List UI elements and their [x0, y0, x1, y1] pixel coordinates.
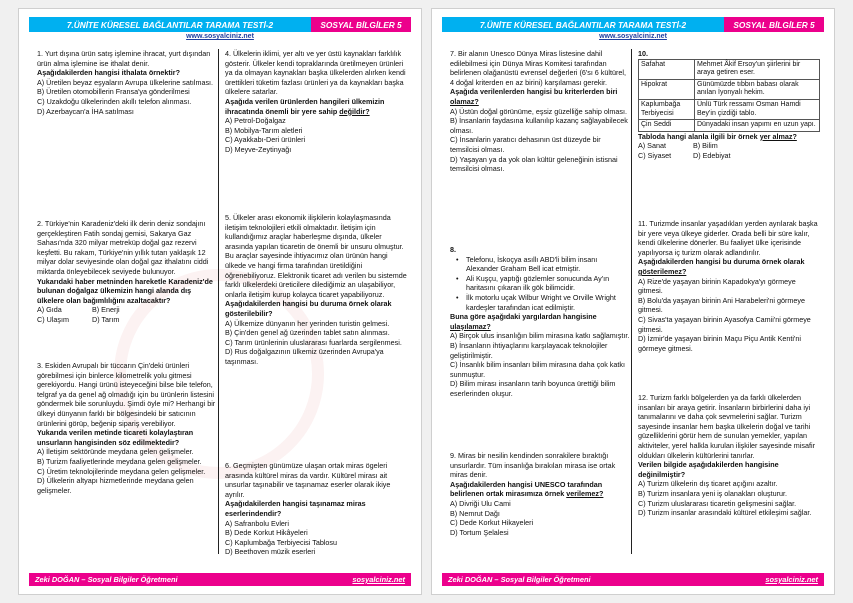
- table-cell: Safahat: [639, 59, 695, 79]
- question-stem: 3. Eskiden Avrupalı bir tüccarın Çin'deki ürünleri görebilmesi için binlerce kilometrelik yolu gitmesi gerekiyordu. Hangi ürünü isteyeceğini bilse bile telefon, telgraf ya da genel ağ olmadığı için bu ürünlerin listesini göndermek bile sorunluydu. Şimdi öyle mi? Herhangi bir ülkeyi dünyanın farklı bir bölgesindeki bir satıcının ürünlerini görüp, beğenip sipariş verebiliyor.: [37, 361, 216, 428]
- question-stem: 5. Ülkeler arası ekonomik ilişkilerin kolaylaşmasında iletişim teknolojileri etkili olmaktadır. İletişim için kullandığımız araçlar haberleşme dışında, ülkeler arasında yapılan ticaretin de önemli bir unsuru olmuştur. Bu araçlar sayesinde ihtiyacımız olan ürünün hangi ülkede ve hangi firma tarafından üretildiğini öğrenebiliyoruz. Elektronik ticaret adı verilen bu sistemde farklı ülkelerdeki üreticilere dilediğimiz an ulaşabiliyor, onlarla iletişim kurup kolayca ticaret yapabiliyoruz.: [225, 213, 407, 299]
- question-10: [638, 49, 820, 161]
- table-row: [639, 120, 820, 132]
- option-d[interactable]: D) Bilim mirası insanların tarih boyunca ürettiği bilim eserlerinden oluşur.: [450, 379, 616, 398]
- option-d[interactable]: D) Rus doğalgazının ülkemiz üzerinden Avrupa'ya taşınması.: [225, 347, 384, 366]
- question-9: [450, 451, 630, 537]
- question-prompt: Tabloda hangi alanla ilgili bir örnek yer almaz?: [638, 131, 797, 141]
- table-cell: Günümüzde tıbbın babası olarak anılan İyonyalı hekim.: [695, 79, 820, 99]
- option-a[interactable]: A) Üretilen beyaz eşyaların Avrupa ülkelerine satılması.: [37, 77, 214, 87]
- question-6: [225, 461, 407, 557]
- option-b[interactable]: B) Bilim: [693, 141, 718, 151]
- question-prompt: Aşağıda verilenlerden hangisi bu kriterlerden biri olamaz?: [450, 87, 618, 106]
- right-page: [431, 8, 835, 595]
- option-b[interactable]: B) Üretilen otomobillerin Fransa'ya gönderilmesi: [37, 87, 190, 97]
- option-a[interactable]: A) Divriği Ulu Cami: [450, 498, 511, 508]
- option-b[interactable]: B) Çin'den genel ağ üzerinden tablet satın alınması.: [225, 328, 390, 338]
- option-b[interactable]: B) Turizm faaliyetlerinde meydana gelen gelişmeler.: [37, 456, 202, 466]
- question-3: [37, 361, 217, 495]
- option-a[interactable]: A) Gıda: [37, 305, 62, 315]
- option-d[interactable]: D) Edebiyat: [693, 150, 731, 160]
- option-b[interactable]: B) Nemrut Dağı: [450, 508, 500, 518]
- option-c[interactable]: C) Dede Korkut Hikayeleri: [450, 518, 534, 528]
- option-b[interactable]: B) Enerji: [92, 305, 120, 315]
- option-d[interactable]: D) Ülkelerin altyapı hizmetlerinde meydana gelen gelişmeler.: [37, 476, 194, 495]
- option-c[interactable]: C) İnsanlık bilim insanları bilim mirasına daha çok katkı sunmuştur.: [450, 360, 625, 379]
- table-cell: Mehmet Âkif Ersoy'un şiirlerini bir araya getiren eser.: [695, 59, 820, 79]
- fact-item: • İlk motorlu uçak Wilbur Wright ve Orville Wright kardeşler tarafından icat edilmiştir.: [456, 293, 630, 312]
- option-c[interactable]: C) Sivas'ta yaşayan birinin Ayasofya Camii'ni görmeye gitmesi.: [638, 314, 811, 334]
- column-divider: [218, 49, 219, 554]
- question-prompt: Aşağıdakilerden hangisi taşınamaz miras eserlerindendir?: [225, 499, 366, 518]
- table-row: [639, 79, 820, 99]
- fact-item: • Telefonu, İskoçya asıllı ABD'li bilim insanı Alexander Graham Bell icat etmiştir.: [456, 255, 630, 274]
- option-c[interactable]: C) Siyaset: [638, 150, 672, 160]
- option-b[interactable]: B) Dede Korkut Hikâyeleri: [225, 528, 308, 538]
- option-c[interactable]: C) İnsanlarin yaratıcı dehasının üst düzeyde bir temsilcisi olması.: [450, 135, 601, 154]
- question-4: [225, 49, 407, 155]
- table-cell: Ünlü Türk ressamı Osman Hamdi Bey'in çizdiği tablo.: [695, 99, 820, 119]
- option-d[interactable]: D) Tortum Şelalesi: [450, 527, 509, 537]
- option-a[interactable]: A) Rize'de yaşayan birinin Kapadokya'yı görmeye gitmesi.: [638, 276, 796, 296]
- question-stem: 11. Turizmde insanlar yaşadıkları yerden ayrılarak başka bir yere veya ülkeye giderler. Orada belli bir süre kalır, kendi ülkelerine dönerler. Bu faaliyet ülke içerisinde yapılıyorsa iç turizm olarak adlandırılır.: [638, 219, 818, 257]
- column-divider: [631, 49, 632, 554]
- option-c[interactable]: C) Kaplumbağa Terbiyecisi Tablosu: [225, 537, 337, 547]
- option-b[interactable]: B) Bolu'da yaşayan birinin Ani Harabeleri'ni görmeye gitmesi.: [638, 295, 805, 315]
- left-page: [18, 8, 422, 595]
- question-number: 10.: [638, 49, 648, 58]
- matching-table: [638, 59, 820, 132]
- page-header: [442, 17, 824, 32]
- footer-link[interactable]: sosyalciniz.net: [352, 575, 405, 584]
- page-footer: [442, 573, 824, 586]
- option-b[interactable]: B) İnsanlarin faydasına kullanılıp kazanç sağlayabilecek olması.: [450, 116, 628, 135]
- question-1: [37, 49, 217, 116]
- question-5: [225, 213, 407, 367]
- question-stem: 6. Geçmişten günümüze ulaşan ortak miras ögeleri arasında kültürel miras da vardır. Kültürel mirası ait unsurlar taşınabilir ve taşınamaz eserler olarak ikiye ayrılır.: [225, 461, 391, 499]
- question-number: 8.: [450, 245, 456, 254]
- fact-item: • Ali Kuşçu, yaptığı gözlemler sonucunda Ay'ın haritasını çıkaran ilk gök bilimcidir.: [456, 274, 630, 293]
- option-d[interactable]: D) Meyve-Zeytinyağı: [225, 144, 292, 154]
- question-12: [638, 393, 820, 518]
- page-header: [29, 17, 411, 32]
- option-a[interactable]: A) İletişim sektöründe meydana gelen gelişmeler.: [37, 447, 194, 457]
- test-title: 7.ÜNİTE KÜRESEL BAĞLANTILAR TARAMA TESTİ-2: [29, 17, 311, 32]
- fact-list: [450, 255, 630, 313]
- question-prompt: Aşağıdakilerden hangisi ithalata örnektir?: [37, 68, 180, 78]
- option-c[interactable]: C) Üretim teknolojilerinde meydana gelen gelişmeler.: [37, 466, 206, 476]
- table-cell: Çin Seddi: [639, 120, 695, 132]
- table-row: [639, 99, 820, 119]
- question-7: [450, 49, 630, 174]
- option-d[interactable]: D) Beethoven müzik eserleri: [225, 547, 316, 557]
- option-a[interactable]: A) Safranbolu Evleri: [225, 518, 289, 528]
- option-c[interactable]: C) Ayakkabı-Deri ürünleri: [225, 135, 306, 145]
- option-d[interactable]: D) İzmir'de yaşayan birinin Maçu Piçu Antik Kenti'ni görmeye gitmesi.: [638, 334, 801, 353]
- option-a[interactable]: A) Birçok ulus insanlığın bilim mirasına katkı sağlamıştır.: [450, 331, 630, 341]
- author-credit: Zeki DOĞAN – Sosyal Bilgiler Öğretmeni: [35, 575, 178, 584]
- question-stem: 7. Bir alanın Unesco Dünya Miras listesine dahil edilebilmesi için Dünya Miras Komitesi tarafından belirlenen olağanüstü evrensel değerleri (6'sı 6 kültürel, 4 doğal kriterden en az birini) karşılaması gerekir.: [450, 49, 626, 87]
- option-c[interactable]: C) Turizm uluslararası ticaretin gelişmesini sağlar.: [638, 498, 797, 508]
- footer-link[interactable]: sosyalciniz.net: [765, 575, 818, 584]
- question-prompt: Yukarıdaki haber metninden hareketle Karadeniz'de bulunan doğalgaz ülkemizin hangi alanda dış ülkelere olan bağımlılığını azaltacaktır?: [37, 276, 213, 305]
- question-prompt: Aşağıdakilerden hangisi bu duruma örnek olarak gösterilebilir?: [225, 299, 392, 318]
- question-prompt: Buna göre aşağıdaki yargılardan hangisine ulaşılamaz?: [450, 312, 597, 331]
- option-d[interactable]: D) Turizm insanlar arasındaki kültürel etkileşimi sağlar.: [638, 508, 812, 518]
- table-cell: Hipokrat: [639, 79, 695, 99]
- table-cell: Dünyadaki insan yapımı en uzun yapı.: [695, 120, 820, 132]
- question-8: [450, 245, 630, 399]
- option-d[interactable]: D) Yaşayan ya da yok olan kültür geleneğinin istisnai temsilcisi olması.: [450, 154, 618, 174]
- table-cell: Kaplumbağa Terbiyecisi: [639, 99, 695, 119]
- question-prompt: Aşağıda verilen ürünlerden hangileri ülkemizin ihracatında önemli bir yere sahip değildir?: [225, 96, 385, 116]
- table-row: [639, 59, 820, 79]
- question-stem: 4. Ülkelerin iklimi, yer altı ve yer üstü kaynakları farklılık gösterir. Ülkeler kendi topraklarında üretilmeyen ürünleri ya da olmayan kaynakları başka ülkelerden alırken kendi ürettikleri tüketim fazlası ürünleri ya da kaynakları başka ülkelere satarlar.: [225, 49, 406, 97]
- subject-badge: SOSYAL BİLGİLER 5: [311, 17, 411, 32]
- author-credit: Zeki DOĞAN – Sosyal Bilgiler Öğretmeni: [448, 575, 591, 584]
- option-a[interactable]: A) Sanat: [638, 141, 666, 151]
- option-c[interactable]: C) Tarım ürünlerinin uluslararası fuarlarda sergilenmesi.: [225, 337, 402, 347]
- test-title: 7.ÜNİTE KÜRESEL BAĞLANTILAR TARAMA TESTİ-2: [442, 17, 724, 32]
- option-a[interactable]: A) Üstün doğal görünüme, eşsiz güzelliğe sahip olması.: [450, 106, 627, 116]
- subject-badge: SOSYAL BİLGİLER 5: [724, 17, 824, 32]
- question-prompt: Aşağıdakilerden hangisi UNESCO tarafından belirlenen ortak mirasımıza örnek verilemez?: [450, 479, 604, 499]
- question-11: [638, 219, 820, 353]
- question-prompt: Aşağıdakilerden hangisi bu duruma örnek olarak gösterilemez?: [638, 257, 805, 276]
- option-c[interactable]: C) Ulaşım: [37, 314, 69, 324]
- website-link[interactable]: www.sosyalciniz.net: [599, 33, 667, 40]
- question-stem: 2. Türkiye'nin Karadeniz'deki ilk derin deniz sondajını gerçekleştiren Fatih sondaj gemisi, Sakarya Gaz Sahası'nda 320 milyar metreküp doğal gaz rezervi keşfetti. Bu rakam, Türkiye'nin yıllık tutarı yaklaşık 12 milyar dolar seviyesinde olan doğal gaz ithalatını ciddi miktarda önleyebilecek seviyede bulunuyor.: [37, 219, 209, 276]
- question-prompt: Yukarıda verilen metinde ticareti kolaylaştıran unsurların hangisinden söz edilmektedir?: [37, 428, 194, 447]
- option-c[interactable]: C) Uzakdoğu ülkelerinden akıllı telefon alınması.: [37, 96, 192, 106]
- website-link[interactable]: www.sosyalciniz.net: [186, 33, 254, 40]
- question-prompt: Verilen bilgide aşağıdakilerden hangisine değinilmiştir?: [638, 460, 779, 479]
- option-b[interactable]: B) Turizm insanlara yeni iş olanakları oluşturur.: [638, 488, 788, 498]
- question-stem: 1. Yurt dışına ürün satış işlemine ihracat, yurt dışından ürün alma işlemine ise ithalat denir.: [37, 49, 211, 68]
- option-a[interactable]: A) Turizm ülkelerin dış ticaret açığını azaltır.: [638, 479, 778, 489]
- question-stem: 9. Miras bir nesilin kendinden sonrakilere bıraktığı unsurlardır. Tüm insanlığa bırakılan mirasa ise ortak miras denir.: [450, 451, 616, 480]
- page-footer: [29, 573, 411, 586]
- question-2: [37, 219, 217, 325]
- option-d[interactable]: D) Azerbaycan'a İHA satılması: [37, 106, 134, 116]
- option-a[interactable]: A) Petrol-Doğalgaz: [225, 116, 286, 126]
- option-b[interactable]: B) İnsanların ihtiyaçlarını karşılayacak teknolojiler geliştirilmiştir.: [450, 340, 608, 360]
- option-d[interactable]: D) Tarım: [92, 314, 120, 324]
- question-stem: 12. Turizm farklı bölgelerden ya da farklı ülkelerden insanları bir araya getirir. İnsanların birbirlerini daha iyi tanımalarını ve daha çok sevmelerini sağlar. Turizm sayesinde insanlar hem başka ülkelerin doğal ve tarihi güzelliklerini görür hem de sunulan yemekler, yapılan aktiviteler, yerel halkla kurulan ilişkiler sayesinde misafir oldukları ülkelerin kültürlerini tanırlar.: [638, 393, 815, 460]
- option-b[interactable]: B) Mobilya-Tarım aletleri: [225, 125, 303, 135]
- option-a[interactable]: A) Ülkemize dünyanın her yerinden turistin gelmesi.: [225, 318, 390, 328]
